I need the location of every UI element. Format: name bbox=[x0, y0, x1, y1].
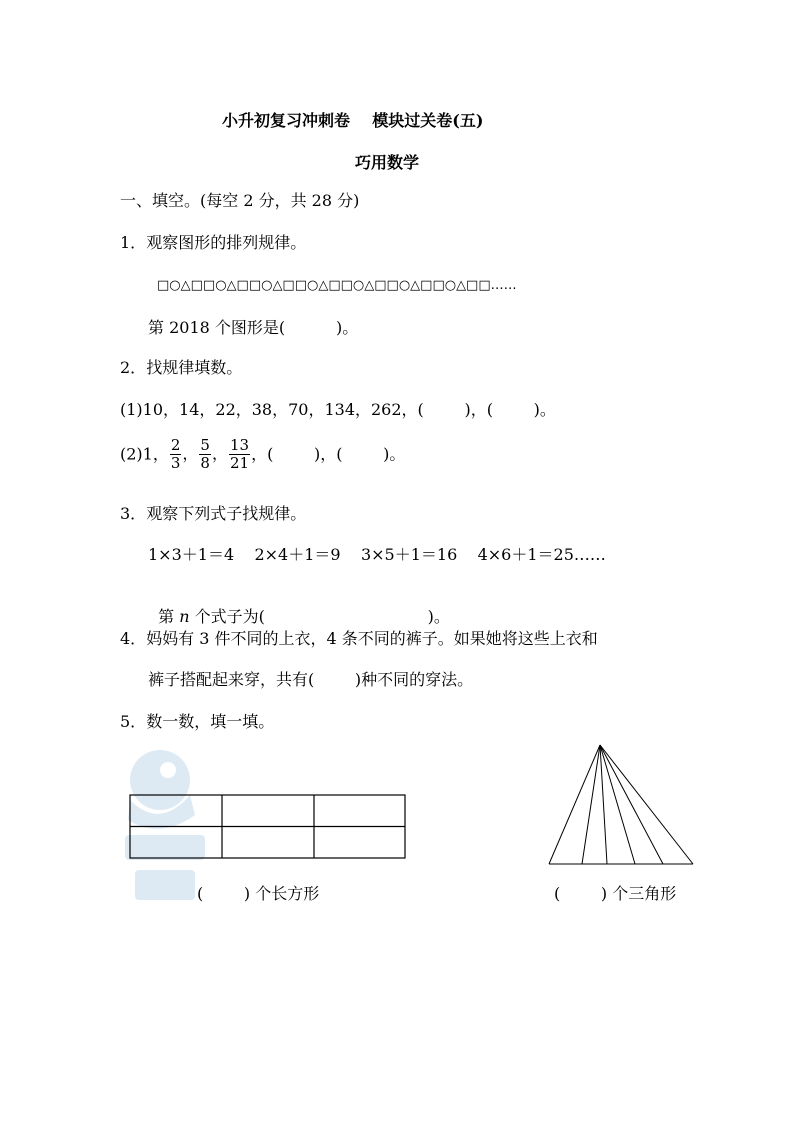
fraction: $\frac{13}{21}$ bbox=[229, 436, 250, 472]
answer-line: 第 n 个式子为( )。 bbox=[158, 607, 450, 626]
question-3 bbox=[120, 504, 306, 524]
question-5 bbox=[120, 712, 274, 732]
question-text: 观察下列式子找规律。 bbox=[146, 504, 307, 523]
shape-sequence: □○△□□○△□□○△□□○△□□○△□□○△□□○△□□…… bbox=[157, 278, 517, 293]
page-title: 小升初复习冲刺卷 模块过关卷(五) bbox=[222, 111, 484, 130]
question-2-part-2: (2)1， $\frac{2}{3}$ ， $\frac{5}{8}$ ， $\frac{13}{21}$ ，( )，( )。 bbox=[120, 436, 406, 472]
rectangle-grid-figure bbox=[129, 794, 407, 860]
triangle-fan-figure bbox=[546, 742, 696, 866]
question-text: 观察图形的排列规律。 bbox=[146, 233, 307, 252]
part-prefix: (2)1， bbox=[120, 444, 169, 464]
page-subtitle: 巧用数学 bbox=[355, 153, 420, 172]
question-4-line-2: 裤子搭配起来穿，共有( )种不同的穿法。 bbox=[148, 670, 474, 689]
rectangle-count-label: ( ) 个长方形 bbox=[197, 884, 320, 903]
question-2-part-1: (1)10，14，22，38，70，134，262，( )，( )。 bbox=[120, 400, 556, 419]
question-1 bbox=[120, 233, 306, 253]
variable-n: n bbox=[179, 607, 190, 626]
question-2 bbox=[120, 358, 242, 378]
fraction: $\frac{5}{8}$ bbox=[200, 436, 210, 472]
question-number: 5． bbox=[120, 712, 147, 731]
fraction: $\frac{2}{3}$ bbox=[170, 436, 181, 472]
question-number: 1． bbox=[120, 233, 147, 252]
question-text: 数一数，填一填。 bbox=[146, 712, 275, 731]
question-number: 3． bbox=[120, 504, 147, 523]
question-number: 4． bbox=[120, 629, 147, 648]
answer-line: 第 2018 个图形是( )。 bbox=[148, 318, 359, 337]
question-text: 找规律填数。 bbox=[146, 358, 243, 377]
question-4 bbox=[120, 629, 598, 649]
triangle-count-label: ( ) 个三角形 bbox=[554, 884, 677, 903]
question-text: 妈妈有 3 件不同的上衣，4 条不同的裤子。如果她将这些上衣和 bbox=[146, 629, 598, 648]
section-heading: 一、填空。(每空 2 分，共 28 分) bbox=[120, 191, 360, 210]
part-suffix: ，( )，( )。 bbox=[251, 444, 406, 464]
formula-list: 1×3＋1＝4 2×4＋1＝9 3×5＋1＝16 4×6＋1＝25…… bbox=[148, 545, 606, 564]
question-number: 2． bbox=[120, 358, 147, 377]
